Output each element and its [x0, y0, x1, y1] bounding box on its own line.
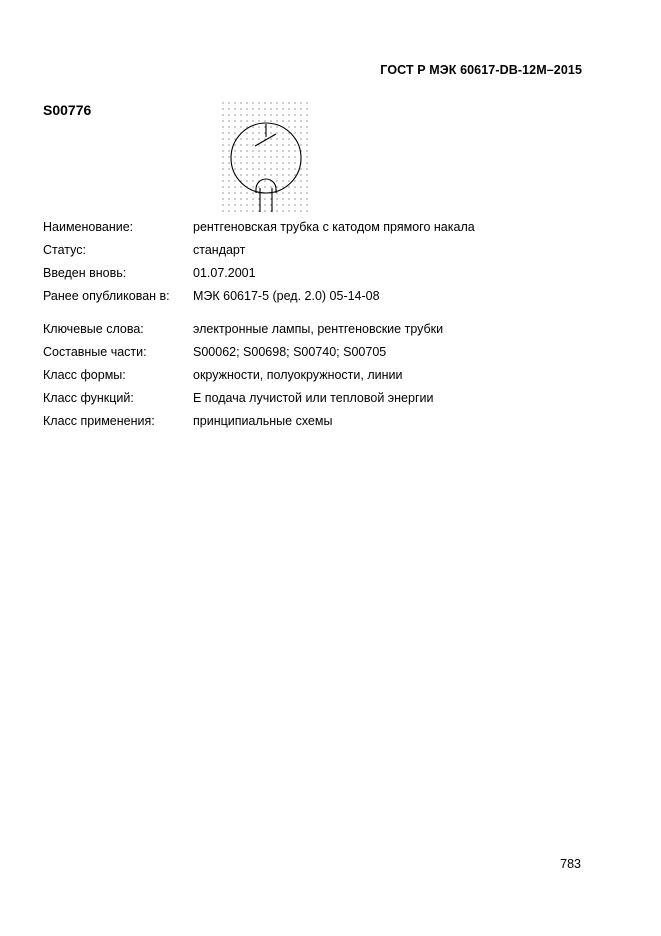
property-row-name — [43, 218, 603, 241]
property-value: окружности, полуокружности, линии — [193, 368, 403, 382]
symbol-figure — [220, 100, 314, 214]
property-value: S00062; S00698; S00740; S00705 — [193, 345, 387, 359]
property-value: E подача лучистой или тепловой энергии — [193, 391, 434, 405]
property-label: Статус: — [43, 243, 86, 257]
page-number: 783 — [560, 857, 581, 871]
property-value: электронные лампы, рентгеновские трубки — [193, 322, 444, 336]
property-label: Составные части: — [43, 345, 147, 359]
property-row-components — [43, 343, 603, 366]
property-value: 01.07.2001 — [193, 266, 256, 280]
property-label: Ключевые слова: — [43, 322, 144, 336]
property-label: Наименование: — [43, 220, 134, 234]
property-row-application-class — [43, 412, 603, 435]
property-row-shape-class — [43, 366, 603, 389]
property-label: Класс применения: — [43, 414, 155, 428]
property-label: Класс функций: — [43, 391, 134, 405]
property-row-previously-published — [43, 287, 603, 310]
property-label: Класс формы: — [43, 368, 126, 382]
property-value: рентгеновская трубка с катодом прямого накала — [193, 220, 475, 234]
x-ray-tube-symbol — [220, 100, 314, 214]
property-value: МЭК 60617-5 (ред. 2.0) 05-14-08 — [193, 289, 380, 303]
dot-grid — [221, 101, 311, 212]
property-label: Ранее опубликован в: — [43, 289, 170, 303]
property-row-introduced — [43, 264, 603, 287]
property-label: Введен вновь: — [43, 266, 127, 280]
property-value: принципиальные схемы — [193, 414, 333, 428]
property-row-function-class — [43, 389, 603, 412]
property-value: стандарт — [193, 243, 246, 257]
document-header: ГОСТ Р МЭК 60617-DB-12M–2015 — [380, 63, 582, 77]
property-row-keywords — [43, 320, 603, 343]
properties-list — [43, 218, 603, 435]
symbol-code: S00776 — [43, 102, 92, 118]
property-row-status — [43, 241, 603, 264]
